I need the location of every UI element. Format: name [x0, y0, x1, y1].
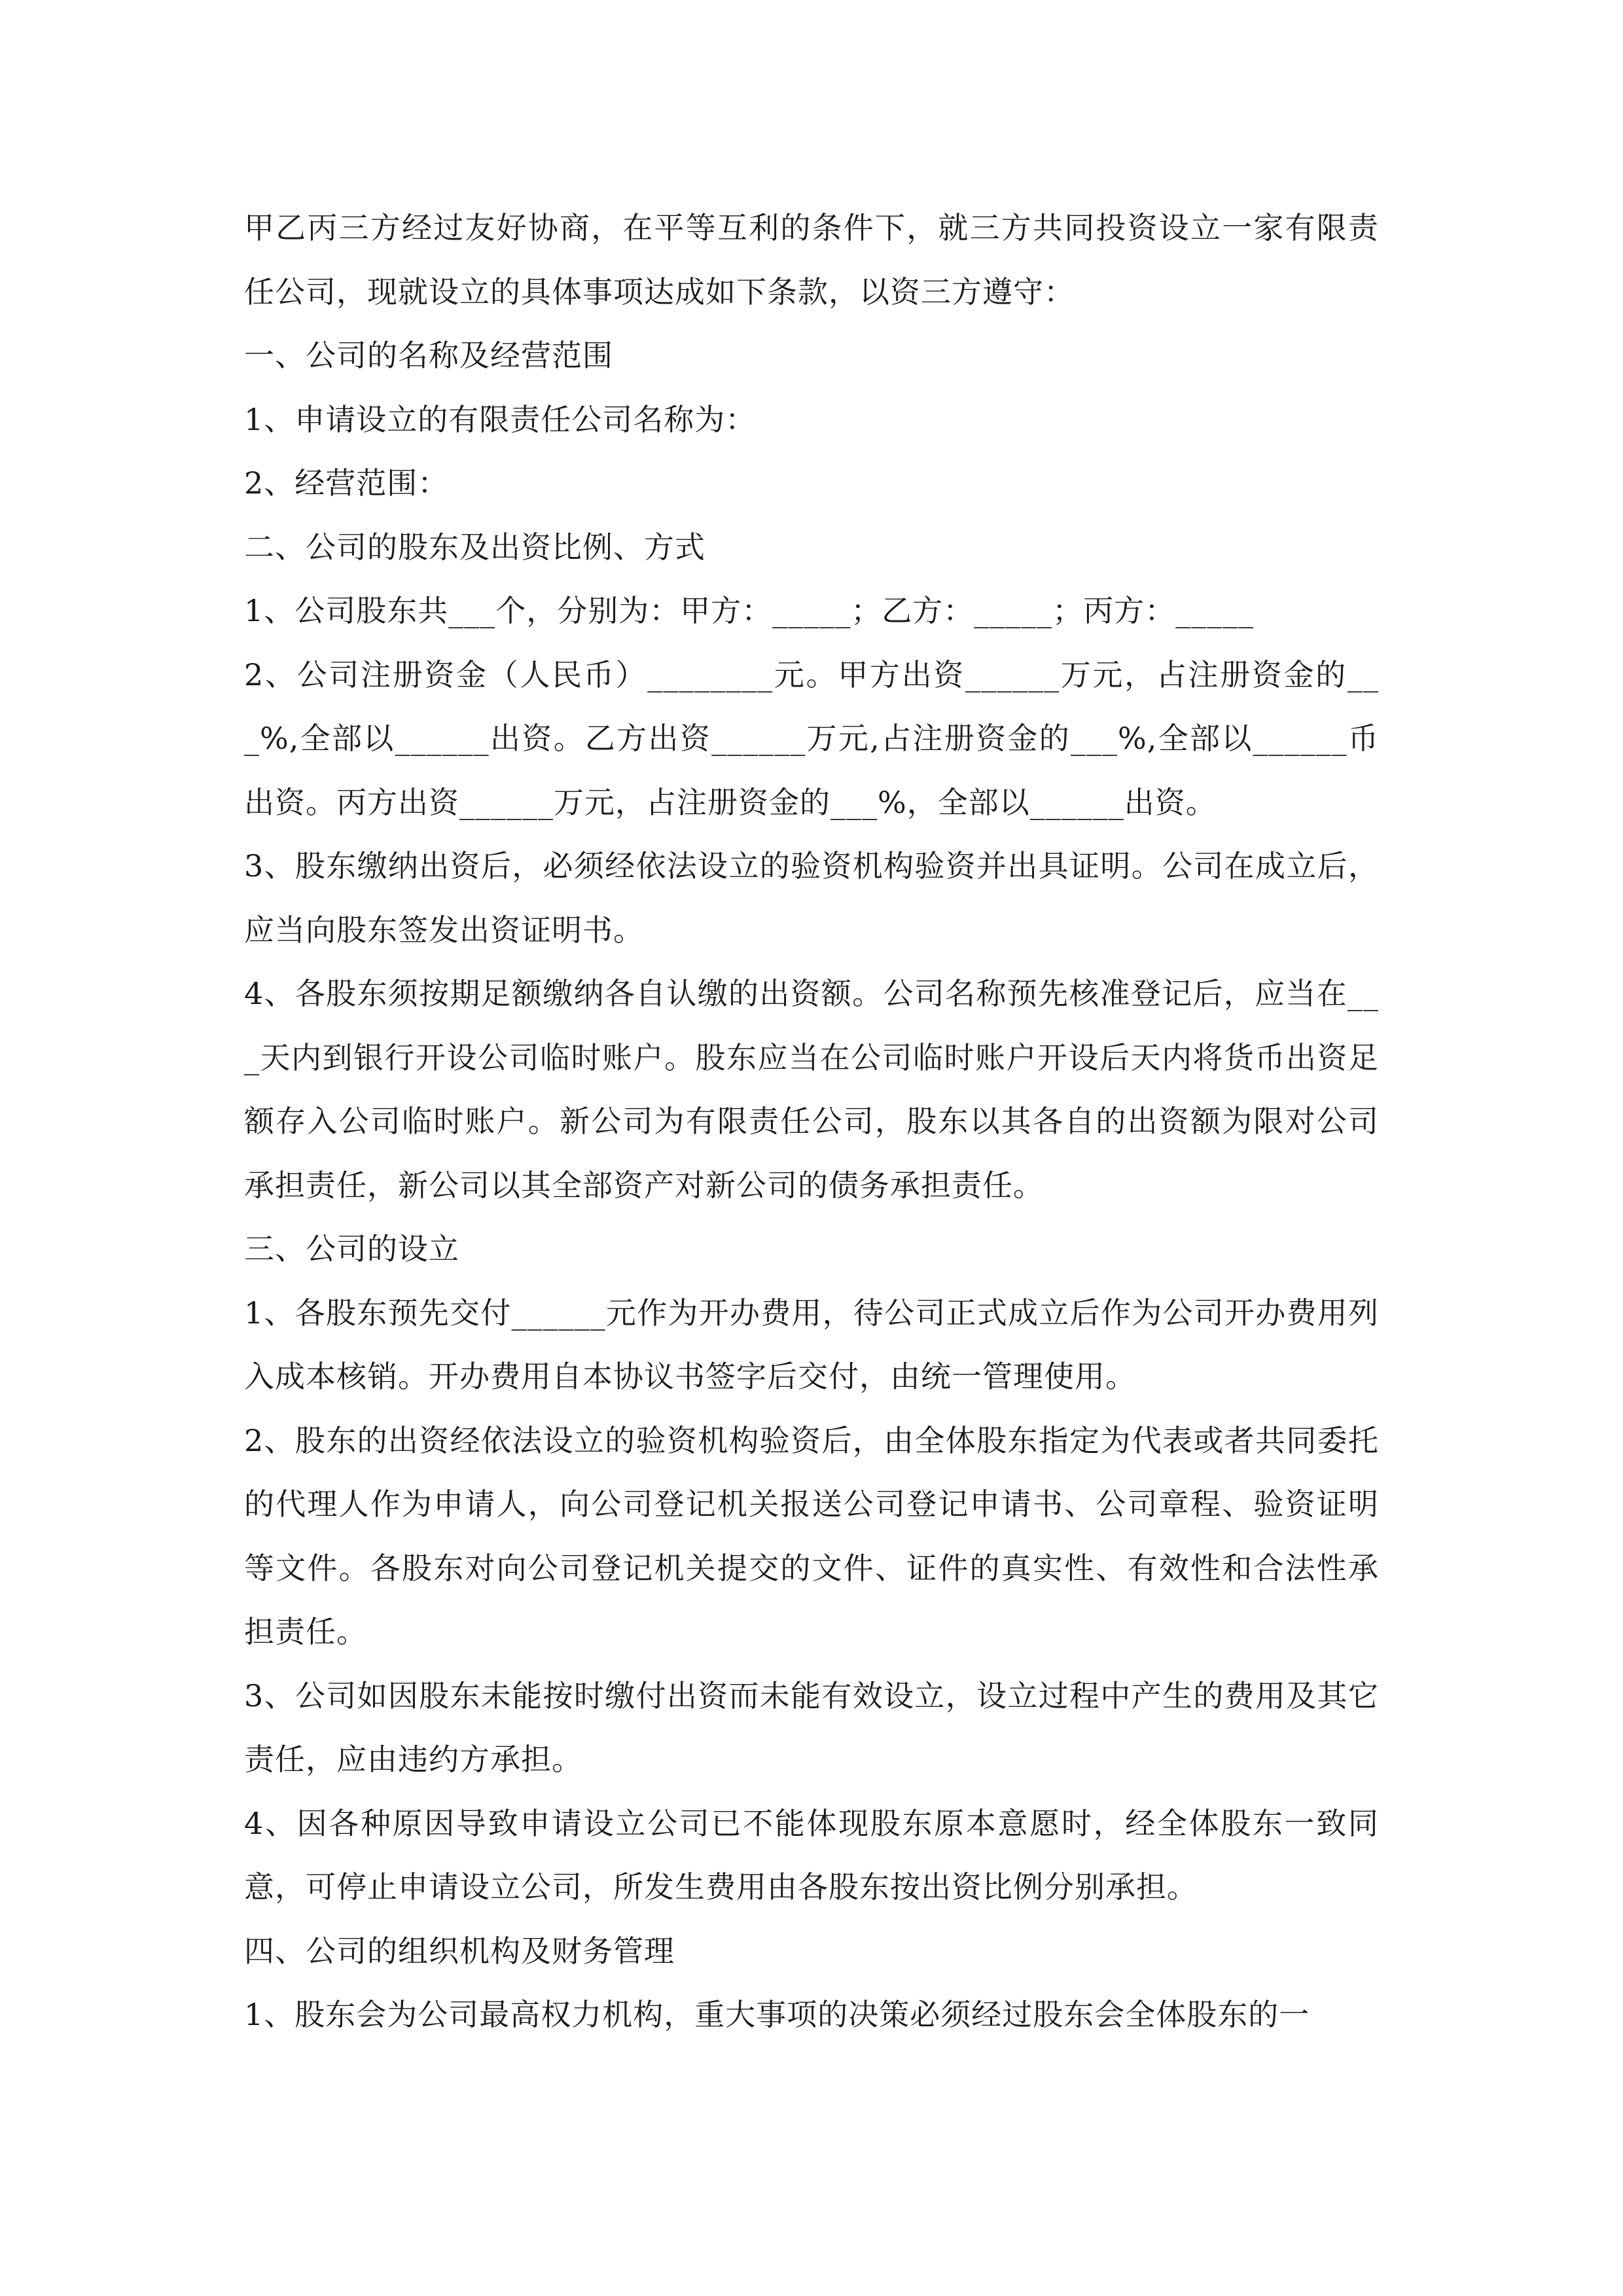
- clause-1-1: 1、申请设立的有限责任公司名称为：: [244, 401, 757, 437]
- clause-2-1: 1、公司股东共___个，分别为：甲方：_____；乙方：_____；丙方：_____: [244, 593, 1255, 628]
- clause-2-3: 3、股东缴纳出资后，必须经依法设立的验资机构验资并出具证明。公司在成立后，应当向股东签发出资证明书。: [244, 848, 1379, 948]
- clause-2-4: 4、各股东须按期足额缴纳各自认缴的出资额。公司名称预先核准登记后，应当在___天内到银行开设公司临时账户。股东应当在公司临时账户开设后天内将货币出资足额存入公司临时账户。新公司为有限责任公司，股东以其各自的出资额为限对公司承担责任，新公司以其全部资产对新公司的债务承担责任。: [244, 976, 1379, 1203]
- section-heading-3: 三、公司的设立: [244, 1231, 459, 1266]
- intro-paragraph: 甲乙丙三方经过友好协商，在平等互利的条件下，就三方共同投资设立一家有限责任公司，现就设立的具体事项达成如下条款，以资三方遵守：: [244, 210, 1379, 310]
- clause-2-2: 2、公司注册资金（人民币）________元。甲方出资______万元，占注册资金的___%,全部以______出资。乙方出资______万元,占注册资金的___%,全部以______币出资。丙方出资______万元，占注册资金的___%，全部以______出资。: [244, 656, 1379, 820]
- document-body: [244, 196, 1379, 2047]
- clause-3-3: 3、公司如因股东未能按时缴付出资而未能有效设立，设立过程中产生的费用及其它责任，应由违约方承担。: [244, 1677, 1379, 1777]
- section-heading-2: 二、公司的股东及出资比例、方式: [244, 529, 705, 565]
- clause-3-4: 4、因各种原因导致申请设立公司已不能体现股东原本意愿时，经全体股东一致同意，可停止申请设立公司，所发生费用由各股东按出资比例分别承担。: [244, 1805, 1379, 1905]
- clause-3-1: 1、各股东预先交付______元作为开办费用，待公司正式成立后作为公司开办费用列入成本核销。开办费用自本协议书签字后交付，由统一管理使用。: [244, 1295, 1379, 1394]
- clause-4-1: 1、股东会为公司最高权力机构，重大事项的决策必须经过股东会全体股东的一: [244, 1997, 1310, 2032]
- section-heading-1: 一、公司的名称及经营范围: [244, 338, 613, 373]
- clause-3-2: 2、股东的出资经依法设立的验资机构验资后，由全体股东指定为代表或者共同委托的代理人作为申请人，向公司登记机关报送公司登记申请书、公司章程、验资证明等文件。各股东对向公司登记机关提交的文件、证件的真实性、有效性和合法性承担责任。: [244, 1422, 1379, 1649]
- clause-1-2: 2、经营范围：: [244, 465, 449, 501]
- section-heading-4: 四、公司的组织机构及财务管理: [244, 1933, 675, 1969]
